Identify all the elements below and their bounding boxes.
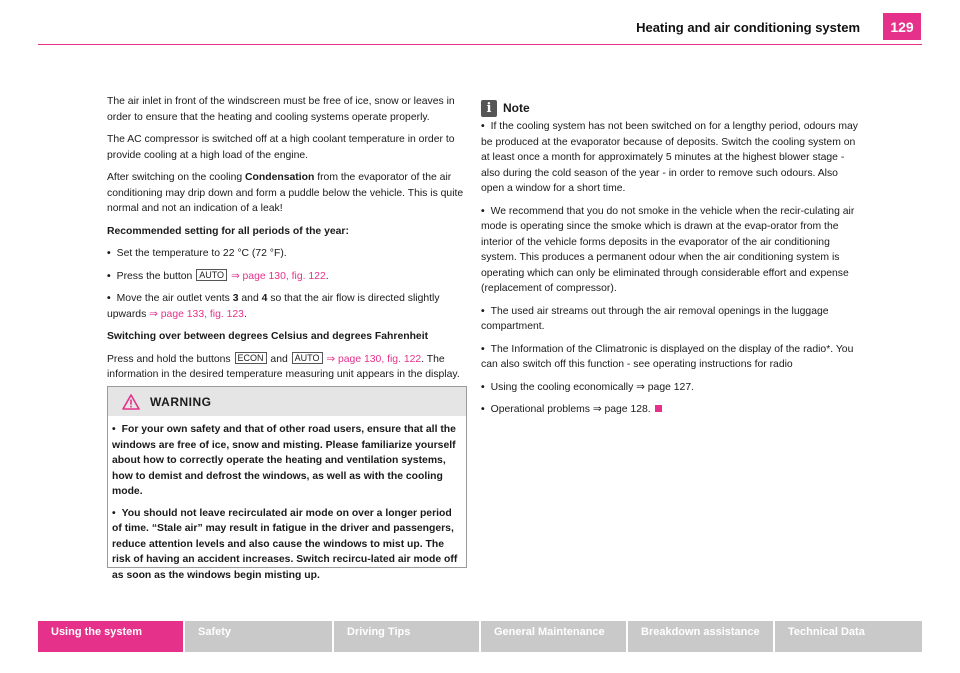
- footer-tab-general-maintenance[interactable]: General Maintenance: [481, 621, 626, 652]
- page-link[interactable]: ⇒ page 133, fig. 123: [149, 308, 244, 320]
- info-icon: i: [481, 100, 497, 117]
- note-item: • The used air streams out through the air removal openings in the luggage compartment.: [481, 305, 829, 332]
- econ-key: ECON: [235, 352, 267, 364]
- footer-tab-breakdown-assistance[interactable]: Breakdown assistance: [628, 621, 773, 652]
- note-item: • Using the cooling economically ⇒ page 127.: [481, 381, 695, 393]
- warning-box: [107, 386, 467, 581]
- header-title: Heating and air conditioning system: [636, 20, 860, 35]
- paragraph: The AC compressor is switched off at a high coolant temperature in order to provide cooling at a high load of the engine.: [107, 134, 455, 161]
- auto-key: AUTO: [196, 269, 227, 281]
- section-heading: Recommended setting for all periods of the year:: [107, 225, 349, 237]
- section-heading: Switching over between degrees Celsius and degrees Fahrenheit: [107, 331, 429, 342]
- note-header: [481, 100, 861, 117]
- note-title: Note: [503, 100, 530, 115]
- left-column: [107, 94, 467, 390]
- warning-header: [108, 387, 466, 416]
- warning-item: • For your own safety and that of other road users, ensure that all the windows are free of ice, snow and misting. Please familiarize yourself about how to correctly operate the heating and ventilation systems, how to demist and defrost the windows, as well as with the cooling mode.: [112, 424, 456, 497]
- note-column: [481, 100, 861, 425]
- note-item: • If the cooling system has not been switched on for a lengthy period, odours may be produced at the evaporator because of deposits. Switch the cooling system on at least once a month for approximately 5 minutes at the highest blower stage - also during the cold season of the year - in order to remove such odours. Also open a window for a short time.: [481, 121, 858, 194]
- note-item: • We recommend that you do not smoke in the vehicle when the recir-culating air mode is operating since the smoke which is drawn at the evap-orator from the interior of the vehicle forms deposits in the evaporator of the air conditioning system. This produces a permanent odour when the air conditioning system is operating which can only be eliminated through considerable effort and expense (replacement of compressor).: [481, 205, 855, 294]
- footer-nav: [38, 621, 922, 652]
- paragraph: The air inlet in front of the windscreen must be free of ice, snow or leaves in order to ensure that the heating and cooling systems operate properly.: [107, 96, 455, 123]
- list-item: • Press the button AUTO ⇒ page 130, fig. 122.: [107, 269, 329, 282]
- paragraph: Press and hold the buttons ECON and AUTO ⇒ page 130, fig. 122. The information in the desired temperature measuring unit appears in the display.: [107, 352, 460, 380]
- footer-tab-driving-tips[interactable]: Driving Tips: [334, 621, 479, 652]
- section-end-marker: [655, 405, 662, 412]
- footer-tab-technical-data[interactable]: Technical Data: [775, 621, 922, 652]
- header-rule: [38, 44, 922, 45]
- footer-tab-using-the-system[interactable]: Using the system: [38, 621, 183, 652]
- footer-tab-safety[interactable]: Safety: [185, 621, 332, 652]
- note-item: • The Information of the Climatronic is displayed on the display of the radio*. You can also switch off this function - see operating instructions for radio: [481, 343, 854, 370]
- warning-item: • You should not leave recirculated air mode on over a longer period of time. “Stale air” may result in fatigue in the driver and passengers, reduce attention levels and also cause the windows to mist up. The risk of having an accident increases. Switch recircu-lated air mode off as soon as the windows begin misting up.: [112, 507, 458, 581]
- page-link[interactable]: ⇒ page 130, fig. 122: [230, 270, 326, 282]
- page-link[interactable]: ⇒ page 130, fig. 122: [323, 353, 422, 365]
- list-item: • Move the air outlet vents 3 and 4 so that the air flow is directed slightly upwards ⇒ page 133, fig. 123.: [107, 293, 440, 320]
- paragraph: After switching on the cooling Condensation from the evaporator of the air conditioning may drip down and form a puddle below the vehicle. This is quite normal and not an indication of a leak!: [107, 172, 464, 214]
- note-item: • Operational problems ⇒ page 128.: [481, 402, 861, 418]
- warning-title: WARNING: [150, 394, 212, 409]
- warning-triangle-icon: [122, 394, 140, 410]
- list-item: • Set the temperature to 22 °C (72 °F).: [107, 248, 287, 259]
- page-number: 129: [883, 13, 921, 40]
- auto-key: AUTO: [292, 352, 323, 364]
